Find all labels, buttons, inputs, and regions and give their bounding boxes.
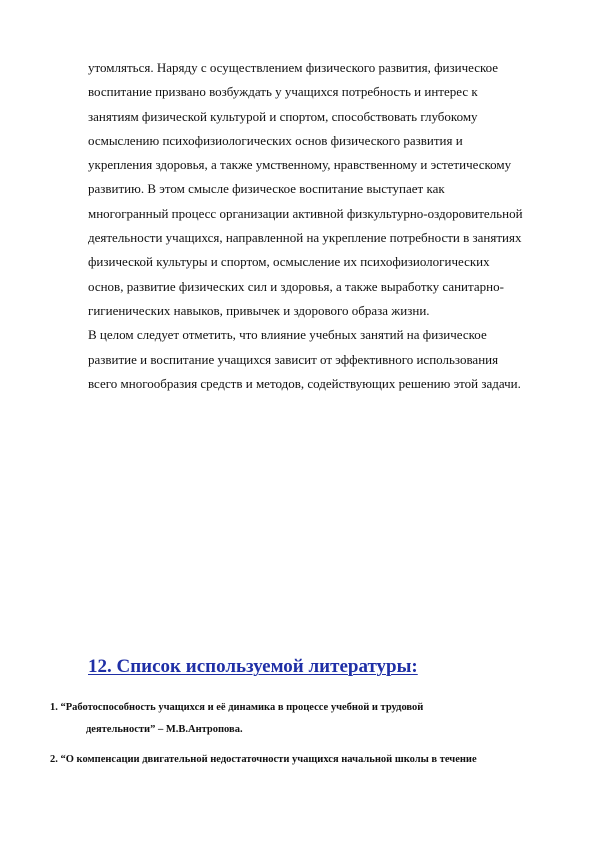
text-line: занятиям физической культурой и спортом, способствовать глубокому xyxy=(88,108,478,124)
text-line: деятельности учащихся, направленной на укрепление потребности в занятиях xyxy=(88,230,522,246)
text-line: осмыслению психофизиологических основ физического развития и xyxy=(88,132,463,148)
section-heading: 12. Список используемой литературы: xyxy=(88,656,418,677)
text-line: укрепления здоровья, а также умственному, нравственному и эстетическому xyxy=(88,157,512,173)
text-line: многогранный процесс организации активной физкультурно-оздоровительной xyxy=(88,205,523,221)
body-text xyxy=(88,56,558,396)
reference-line: 1. “Работоспособность учащихся и её динамика в процессе учебной и трудовой xyxy=(50,702,424,713)
text-line: утомляться. Наряду с осуществлением физического развития, физическое xyxy=(88,60,499,75)
paragraph-2 xyxy=(88,323,558,396)
reference-list xyxy=(50,697,570,771)
text-line: развитие и воспитание учащихся зависит от эффективного использования xyxy=(88,351,499,367)
text-line: всего многообразия средств и методов, содействующих решению этой задачи. xyxy=(88,375,521,391)
text-line: В целом следует отметить, что влияние учебных занятий на физическое xyxy=(88,327,487,343)
reference-line: 2. “О компенсации двигательной недостаточности учащихся начальной школы в течение xyxy=(50,754,477,765)
reference-item xyxy=(50,697,570,741)
text-line: гигиенических навыков, привычек и здорового образа жизни. xyxy=(88,302,430,318)
paragraph-1 xyxy=(88,56,558,323)
text-line: развитию. В этом смысле физическое воспитание выступает как xyxy=(88,181,445,197)
text-line: воспитание призвано возбуждать у учащихся потребность и интерес к xyxy=(88,84,478,100)
reference-spacer xyxy=(50,741,570,749)
reference-line: деятельности” – М.В.Антропова. xyxy=(86,724,243,735)
reference-item xyxy=(50,749,570,771)
text-line: основ, развитие физических сил и здоровья, а также выработку санитарно- xyxy=(88,278,504,294)
text-line: физической культуры и спортом, осмысление их психофизиологических xyxy=(88,254,490,270)
